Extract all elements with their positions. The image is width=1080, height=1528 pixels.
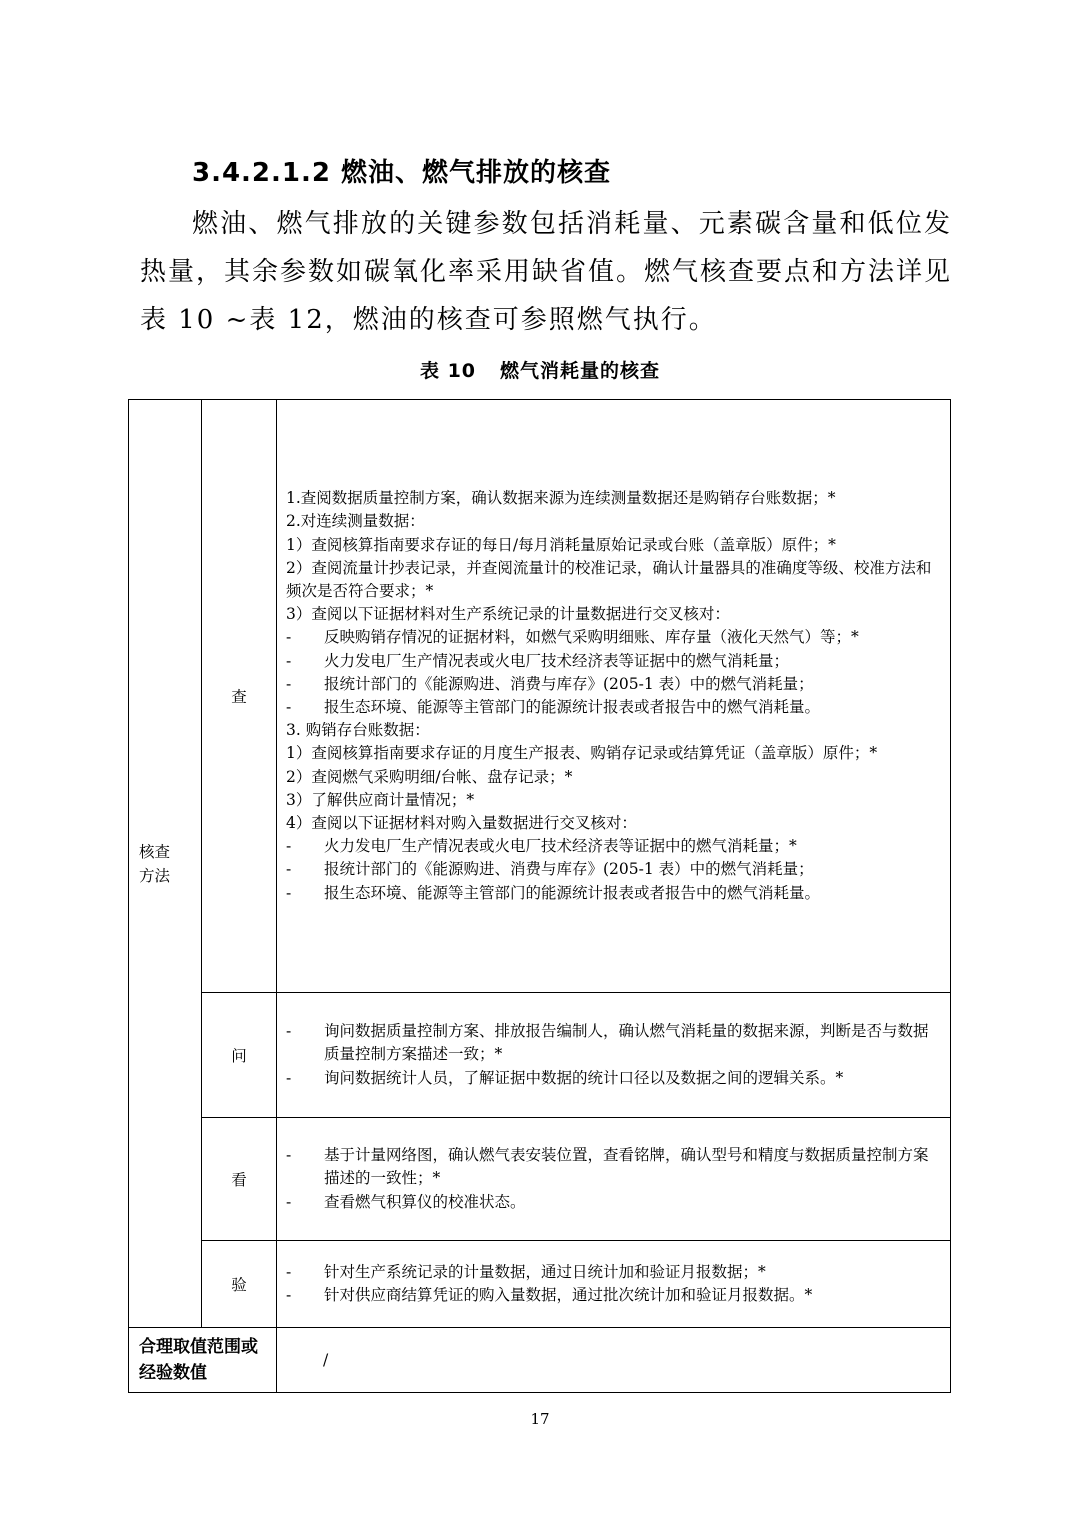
table-row: [129, 1118, 951, 1241]
bullet-dash: -: [286, 837, 292, 856]
list-item: - 询问数据质量控制方案、排放报告编制人，确认燃气消耗量的数据来源，判断是否与数据质量控制方案描述一致；*: [286, 1020, 942, 1066]
method-content-wen: [277, 993, 951, 1118]
bullet-dash: -: [286, 1022, 292, 1041]
list-item: 2）查阅流量计抄表记录，并查阅流量计的校准记录，确认计量器具的准确度等级、校准方法和频次是否符合要求；*: [286, 558, 932, 600]
bullet-dash: -: [286, 1146, 292, 1165]
bullet-dash: -: [286, 651, 292, 670]
method-content-cha: [277, 400, 951, 993]
list-item: 4）查阅以下证据材料对购入量数据进行交叉核对：: [286, 814, 637, 833]
list-item: - 报统计部门的《能源购进、消费与库存》(205-1 表）中的燃气消耗量；: [286, 673, 942, 696]
section-heading: 3.4.2.1.2 燃油、燃气排放的核查: [192, 158, 612, 188]
method-label-cha: 查: [202, 400, 277, 993]
list-item: - 火力发电厂生产情况表或火电厂技术经济表等证据中的燃气消耗量；*: [286, 835, 942, 858]
method-label-yan: 验: [202, 1241, 277, 1328]
page-number: 17: [530, 1410, 550, 1428]
range-label: 合理取值范围或经验数值: [139, 1337, 258, 1383]
range-value: /: [277, 1328, 951, 1393]
table-row: [129, 1241, 951, 1328]
bullet-dash: -: [286, 883, 292, 902]
table-row: [129, 1328, 951, 1393]
list-item: - 基于计量网络图，确认燃气表安装位置，查看铭牌，确认型号和精度与数据质量控制方案描述的一致性；*: [286, 1144, 942, 1190]
verification-table: [128, 399, 951, 1393]
table-title: 燃气消耗量的核查: [500, 360, 661, 382]
list-item: - 火力发电厂生产情况表或火电厂技术经济表等证据中的燃气消耗量；: [286, 650, 942, 673]
list-item: - 针对生产系统记录的计量数据，通过日统计加和验证月报数据；*: [286, 1261, 942, 1284]
list-item: - 反映购销存情况的证据材料，如燃气采购明细账、库存量（液化天然气）等；*: [286, 626, 942, 649]
list-item: 3）了解供应商计量情况；*: [286, 790, 475, 809]
intro-paragraph: 燃油、燃气排放的关键参数包括消耗量、元素碳含量和低位发热量，其余参数如碳氧化率采用缺省值。燃气核查要点和方法详见表 10 ~表 12，燃油的核查可参照燃气执行。: [140, 209, 953, 335]
bullet-dash: -: [286, 1286, 292, 1304]
bullet-dash: -: [286, 674, 292, 693]
method-content-yan: [277, 1241, 951, 1328]
list-item: 3）查阅以下证据材料对生产系统记录的计量数据进行交叉核对：: [286, 605, 730, 624]
bullet-dash: -: [286, 1262, 292, 1281]
list-item: 3. 购销存台账数据：: [286, 721, 430, 740]
list-item: 1.查阅数据质量控制方案，确认数据来源为连续测量数据还是购销存台账数据；*: [286, 489, 836, 508]
table-number: 表 10: [419, 360, 477, 382]
bullet-dash: -: [286, 698, 292, 716]
list-item: 1）查阅核算指南要求存证的每日/每月消耗量原始记录或台账（盖章版）原件；*: [286, 535, 836, 554]
method-label-kan: 看: [202, 1118, 277, 1241]
list-item: - 询问数据统计人员，了解证据中数据的统计口径以及数据之间的逻辑关系。*: [286, 1067, 942, 1090]
method-content-kan: [277, 1118, 951, 1241]
list-item: - 查看燃气积算仪的校准状态。: [286, 1191, 942, 1214]
list-item: - 针对供应商结算凭证的购入量数据，通过批次统计加和验证月报数据。*: [286, 1284, 942, 1307]
table-row: [129, 993, 951, 1118]
table-caption: [0, 356, 1080, 383]
table-row: [129, 400, 951, 993]
bullet-dash: -: [286, 860, 292, 879]
list-item: 2）查阅燃气采购明细/台帐、盘存记录；*: [286, 767, 573, 786]
category-label: 核查方法: [139, 842, 171, 885]
bullet-dash: -: [286, 1192, 292, 1211]
list-item: 1）查阅核算指南要求存证的月度生产报表、购销存记录或结算凭证（盖章版）原件；*: [286, 744, 878, 763]
range-label-cell: [129, 1328, 277, 1393]
bullet-dash: -: [286, 628, 292, 647]
method-label-wen: 问: [202, 993, 277, 1118]
bullet-dash: -: [286, 1068, 292, 1087]
list-item: - 报生态环境、能源等主管部门的能源统计报表或者报告中的燃气消耗量。: [286, 882, 942, 905]
list-item: - 报生态环境、能源等主管部门的能源统计报表或者报告中的燃气消耗量。: [286, 696, 942, 719]
list-item: - 报统计部门的《能源购进、消费与库存》(205-1 表）中的燃气消耗量；: [286, 858, 942, 881]
list-item: 2.对连续测量数据：: [286, 512, 425, 531]
category-cell: [129, 400, 202, 1328]
